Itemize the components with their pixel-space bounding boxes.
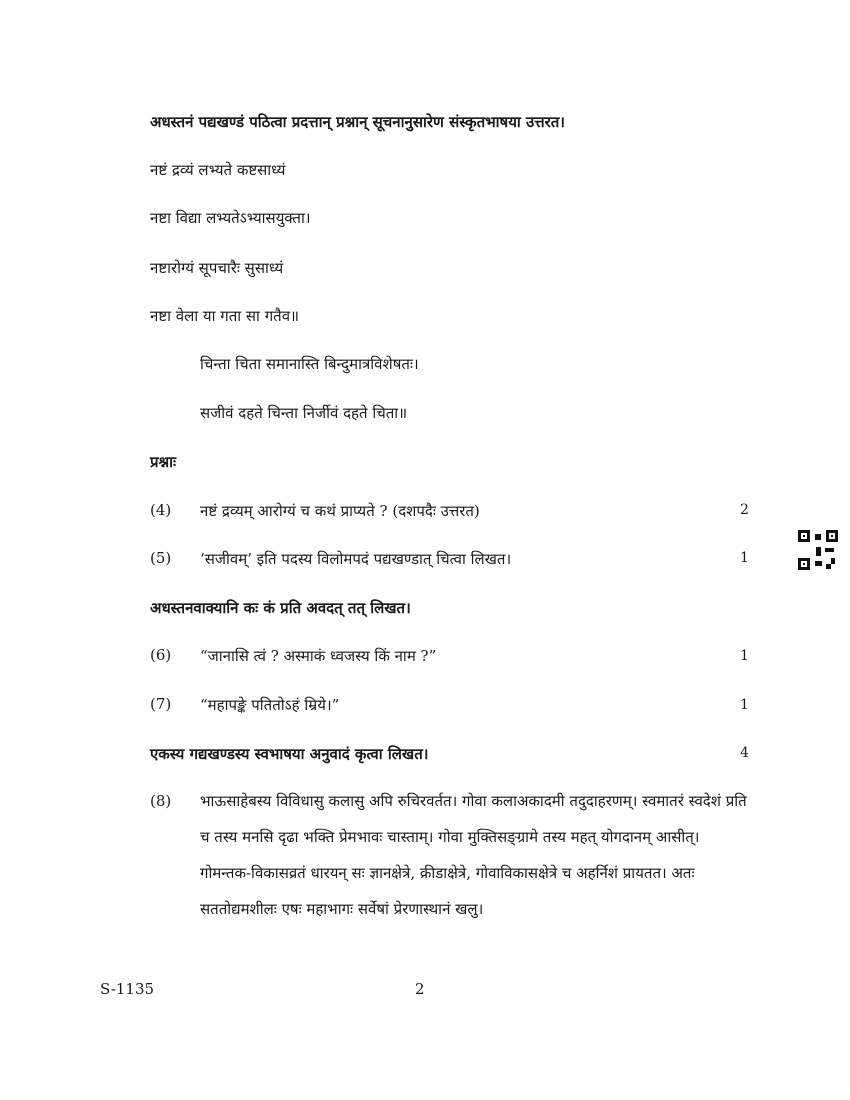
- verse-line-3: नष्टारोग्यं सूपचारैः सुसाध्यं: [150, 259, 284, 277]
- question-8-passage: भाऊसाहेबस्य विविधासु कलासु अपि रुचिरवर्तत। गोवा कलाअकादमी तदुदाहरणम्। स्वमातरं स्वदेशं प्रति च तस्य मनसि दृढा भक्ति प्रेमभावः चास्ताम्। गोवा मुक्तिसङ्ग्रामे तस्य महत् योगदानम् आसीत्। गोमन्तक-विकासव्रतं धारयन् सः ज्ञानक्षेत्रे, क्रीडाक्षेत्रे, गोवाविकासक्षेत्रे च अहर्निशं प्रायतत। अतः सततोद्यमशीलः एषः महाभागः सर्वेषां प्रेरणास्थानं खलु।: [200, 792, 747, 918]
- question-4-marks: 2: [740, 502, 749, 518]
- question-5-number: (5): [150, 549, 172, 567]
- page-number: 2: [415, 980, 425, 998]
- question-6-number: (6): [150, 646, 172, 664]
- question-8-number: (8): [150, 792, 172, 810]
- question-7-number: (7): [150, 695, 172, 713]
- verse-line-4: नष्टा वेला या गता सा गतैव॥: [150, 307, 300, 325]
- verse-line-2: नष्टा विद्या लभ्यतेऽभ्यासयुक्ता।: [150, 209, 311, 227]
- question-6-marks: 1: [740, 648, 749, 664]
- paper-code: S-1135: [100, 980, 155, 998]
- translation-marks: 4: [740, 745, 749, 761]
- questions-label: प्रश्नाः: [150, 453, 177, 471]
- question-7-text: “महापङ्के पतितोऽहं म्रिये।”: [200, 696, 340, 714]
- question-4-number: (4): [150, 501, 172, 519]
- verse-line-5: चिन्ता चिता समानास्ति बिन्दुमात्रविशेषतः।: [200, 355, 419, 373]
- verse-line-1: नष्टं द्रव्यं लभ्यते कष्टसाध्यं: [150, 161, 286, 179]
- qr-code-icon: [798, 530, 838, 570]
- question-7-marks: 1: [740, 697, 749, 713]
- question-5-marks: 1: [740, 550, 749, 566]
- question-4-text: नष्टं द्रव्यम् आरोग्यं च कथं प्राप्यते ? (दशपदैः उत्तरत): [200, 502, 480, 520]
- question-5-text: ‘सजीवम्’ इति पदस्य विलोमपदं पद्यखण्डात् चित्वा लिखत।: [200, 550, 512, 568]
- question-6-text: “जानासि त्वं ? अस्माकं ध्वजस्य किं नाम ?”: [200, 647, 437, 665]
- instruction-dialogue: अधस्तनवाक्यानि कः कं प्रति अवदत् तत् लिखत।: [150, 599, 411, 617]
- instruction-translation: एकस्य गद्यखण्डस्य स्वभाषया अनुवादं कृत्वा लिखत।: [150, 745, 429, 763]
- verse-line-6: सजीवं दहते चिन्ता निर्जीवं दहते चिता॥: [200, 404, 408, 422]
- instruction-verse: अधस्तनं पद्यखण्डं पठित्वा प्रदत्तान् प्रश्नान् सूचनानुसारेण संस्कृतभाषया उत्तरत।: [150, 113, 565, 131]
